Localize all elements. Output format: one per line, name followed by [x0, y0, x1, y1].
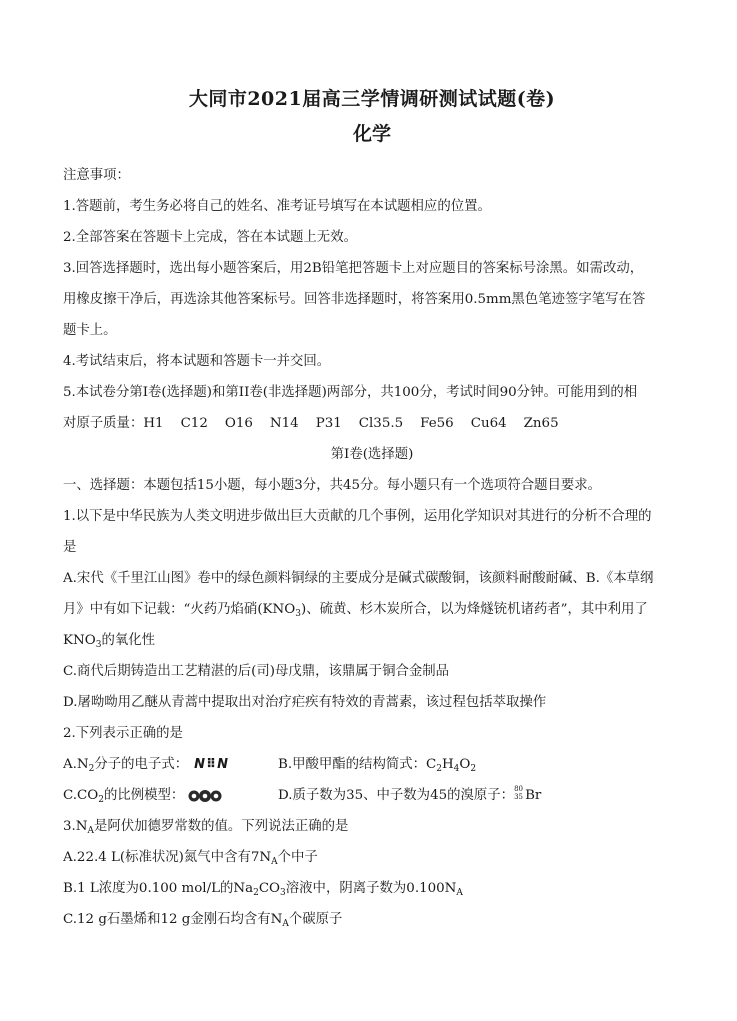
- option-a: [63, 842, 681, 873]
- option-text: C.CO: [63, 788, 99, 803]
- co2-model-icon: [188, 789, 222, 803]
- option-text: 的比例模型：: [103, 788, 185, 803]
- formula-kno3: KNO: [63, 633, 96, 648]
- note-line: 1.答题前，考生务必将自己的姓名、准考证号填写在本试题相应的位置。: [63, 199, 491, 214]
- option-b: [63, 873, 681, 904]
- exam-title: 大同市2021届高三学情调研测试试题(卷): [188, 88, 556, 110]
- option-b-text: )、硫黄、杉木炭所合，以为烽燧铳机诸药者”，其中利用了: [300, 602, 648, 617]
- option-c: [63, 904, 681, 935]
- note-line: 4.考试结束后，将本试题和答题卡一并交回。: [63, 354, 331, 369]
- options-row: [63, 749, 681, 780]
- note-line: 3.回答选择题时，选出每小题答案后，用2B铅笔把答题卡上对应题目的答案标号涂黑。如需改动，: [63, 261, 644, 276]
- option-text: A.22.4 L(标准状况)氮气中含有7N: [63, 850, 272, 865]
- isotope-notation: [514, 787, 525, 801]
- note-line: 用橡皮擦干净后，再选涂其他答案标号。回答非选择题时，将答案用0.5mm黑色笔迹签字笔写在答: [63, 292, 646, 307]
- mass-number: 80: [514, 785, 523, 793]
- option-text: C.12 g石墨烯和12 g金刚石均含有N: [63, 912, 283, 927]
- option-b: [63, 594, 681, 625]
- option-a: A.宋代《千里江山图》卷中的绿色颜料铜绿的主要成分是碱式碳酸铜，该颜料耐酸耐碱、B.《本草纲: [63, 571, 654, 586]
- option-text: CO: [258, 881, 281, 896]
- question-3: [63, 811, 681, 935]
- question-stem: 1.以下是中华民族为人类文明进步做出巨大贡献的几个事例，运用化学知识对其进行的分析不合理的: [63, 509, 652, 524]
- note-line: 题卡上。: [63, 323, 117, 338]
- note-line: 5.本试卷分第I卷(选择题)和第II卷(非选择题)两部分，共100分，考试时间90分钟。可能用到的相: [63, 385, 638, 400]
- options-row: [63, 780, 681, 811]
- subscript: A: [282, 919, 289, 929]
- option-c: C.商代后期铸造出工艺精湛的后(司)母戊鼎，该鼎属于铜合金制品: [63, 664, 450, 679]
- option-text: 个中子: [277, 850, 318, 865]
- section-heading: 第I卷(选择题): [330, 447, 414, 462]
- subscript: 2: [98, 795, 104, 805]
- option-b: [278, 749, 476, 780]
- option-text: B.甲酸甲酯的结构简式：C: [278, 757, 437, 772]
- electron-formula: N⠿N: [194, 757, 230, 772]
- subscript: 2: [253, 888, 259, 898]
- option-text: H: [441, 757, 454, 772]
- option-text: 溶液中，阴离子数为0.100N: [285, 881, 457, 896]
- subscript: A: [271, 857, 278, 867]
- option-text: A.N: [63, 757, 89, 772]
- option-d: D.屠呦呦用乙醚从青蒿中提取出对治疗疟疾有特效的青蒿素，该过程包括萃取操作: [63, 695, 547, 710]
- option-a: [63, 749, 278, 780]
- atomic-number: 35: [514, 793, 523, 801]
- option-text: 个碳原子: [288, 912, 343, 927]
- question-1: [63, 501, 681, 718]
- option-text: O: [459, 757, 471, 772]
- notes-heading: 注意事项：: [63, 168, 130, 183]
- question-stem: [63, 811, 681, 842]
- option-c: [63, 780, 278, 811]
- option-b-text: 的氧化性: [101, 633, 155, 648]
- element-symbol: Br: [525, 788, 542, 803]
- subscript: 4: [453, 764, 460, 774]
- option-b-text: 月》中有如下记载：“火药乃焰硝(KNO: [63, 602, 296, 617]
- subscript: 2: [436, 764, 442, 774]
- question-stem: 2.下列表示正确的是: [63, 726, 183, 741]
- option-text: 分子的电子式：: [94, 757, 189, 772]
- option-text: B.1 L浓度为0.100 mol/L的Na: [63, 881, 254, 896]
- question-text: 是阿伏加德罗常数的值。下列说法正确的是: [94, 819, 349, 834]
- subscript: 3: [295, 609, 301, 619]
- option-d: [278, 780, 541, 811]
- option-b-cont: [63, 625, 681, 656]
- subscript: 3: [95, 640, 102, 650]
- subscript: 3: [280, 888, 286, 898]
- notes-section: [63, 160, 681, 439]
- note-line: 对原子质量：H1 C12 O16 N14 P31 Cl35.5 Fe56 Cu64 Zn65: [63, 416, 559, 431]
- question-text: 3.N: [63, 819, 88, 834]
- question-stem: 是: [63, 540, 77, 555]
- subscript: 2: [88, 764, 95, 774]
- exam-subject: 化学: [352, 123, 391, 145]
- option-text: D.质子数为35、中子数为45的溴原子：: [278, 788, 515, 803]
- subscript: A: [87, 826, 94, 836]
- section-intro: 一、选择题：本题包括15小题，每小题3分，共45分。每小题只有一个选项符合题目要求。: [63, 478, 602, 493]
- question-2: [63, 718, 681, 811]
- subscript: 2: [470, 764, 477, 774]
- note-line: 2.全部答案在答题卡上完成，答在本试题上无效。: [63, 230, 357, 245]
- subscript: A: [456, 888, 463, 898]
